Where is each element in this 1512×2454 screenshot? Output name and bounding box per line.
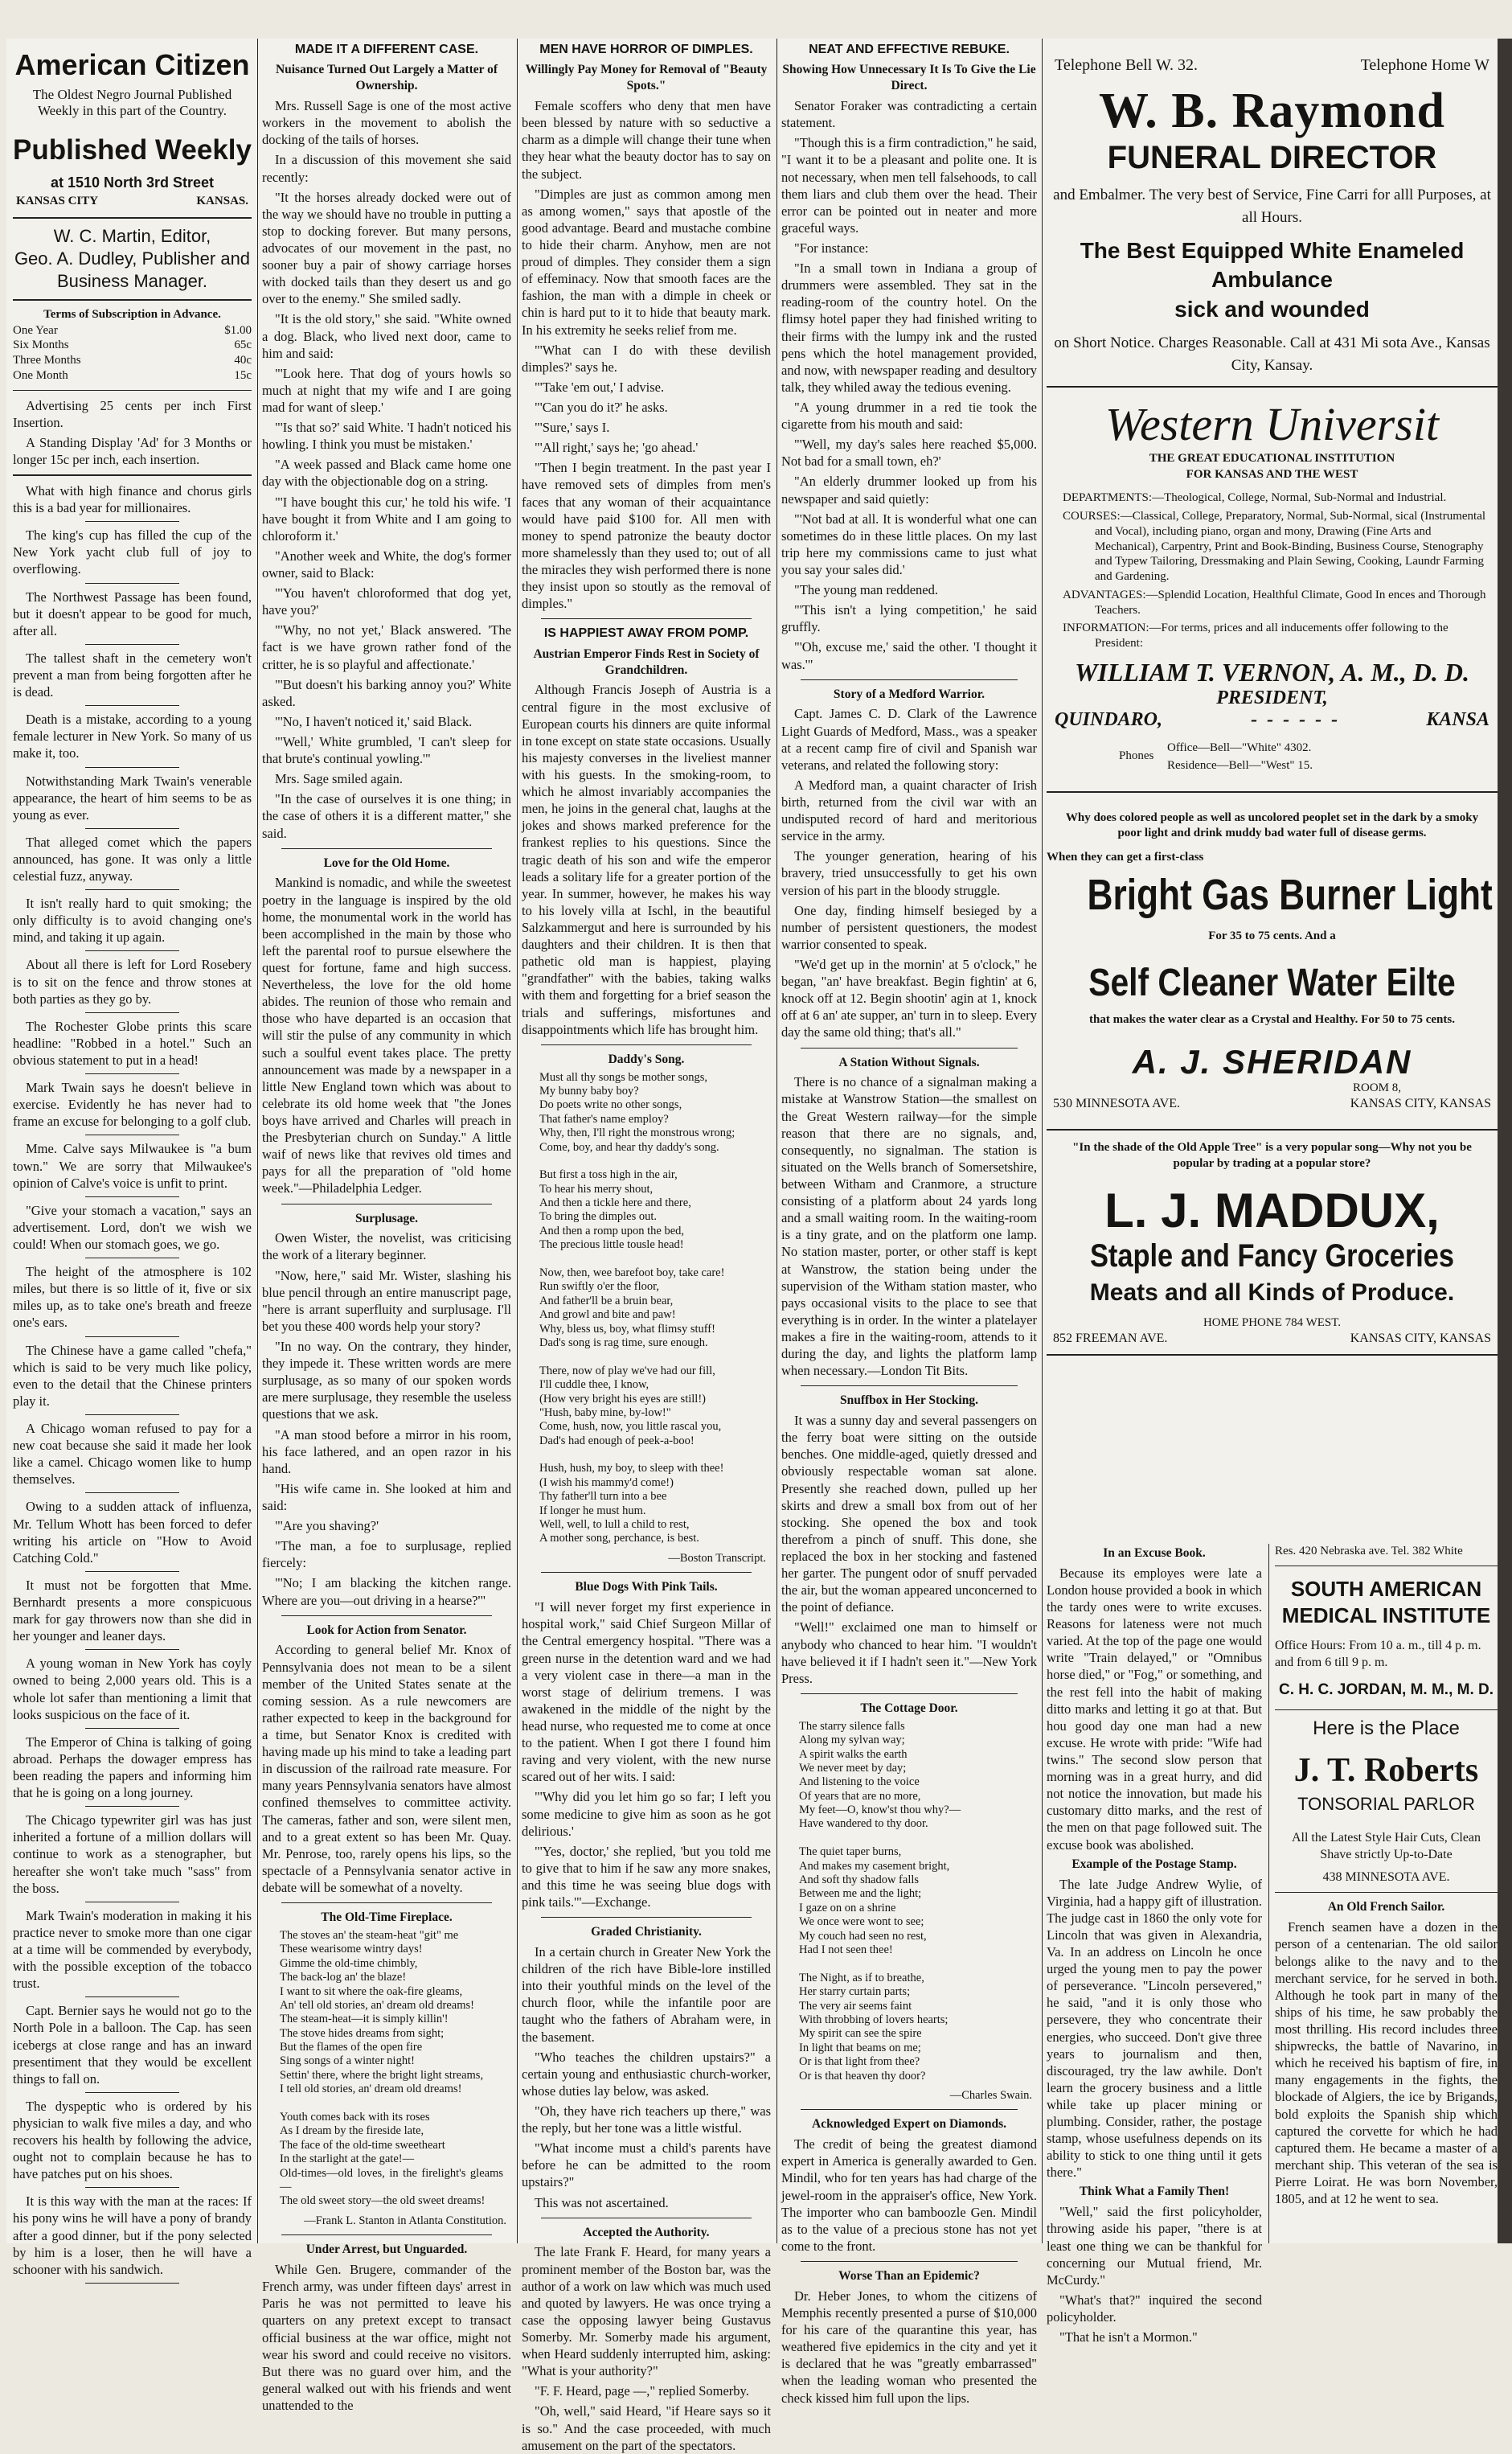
divider	[85, 1571, 179, 1572]
poem-text: Must all thy songs be mother songs, My bunny baby boy? Do poets write no other songs, That father's name employ? Why, then, I'll right the monstrous wrong; Come, boy, and hear thy daddy's song. But first a toss high in the air, To hear his merry shout, And then a tickle here and there, To bring the dimples out. And then a romp upon the bed, The precious little tousle head! Now, then, wee barefoot boy, take care! Run swiftly o'er the floor, And father'll be a bruin bear, And growl and bite and paw! Why, bless us, boy, what flimsy stuff! Dad's song is rag time, sure enough. There, now of play we've had our fill, I'll cuddle thee, I know, (How very bright his eyes are still!) "Hush, baby mine, by-low!" Come, hush, now, you little rascal you, Dad's had enough of peek-a-boo! Hush, hush, my boy, to sleep with thee! (I wish his mammy'd come!) Thy father'll turn into a bee If longer he must hum. Well, well, to lull a child to rest, A mother song, perchance, is best.	[539, 1070, 736, 1545]
sami-hours: Office Hours: From 10 a. m., till 4 p. m. and from 6 till 9 p. m.	[1275, 1639, 1481, 1669]
short-item: The height of the atmosphere is 102 miles, but there is so little of it, five or six miles up, as to take one's breath and freeze one's ears.	[13, 1264, 252, 1331]
raymond-name: W. B. Raymond	[1098, 84, 1446, 138]
divider	[85, 1196, 179, 1197]
divider	[281, 848, 492, 849]
quindaro-line: QUINDARO, - - - - - - KANSA	[1055, 708, 1489, 730]
paragraph: "'Are you shaving?'	[275, 1518, 379, 1534]
article-title: Nuisance Turned Out Largely a Matter of Ownership.	[275, 63, 498, 93]
article-title: Look for Action from Senator.	[306, 1623, 467, 1637]
paragraph: "'Can you do it?' he asks.	[535, 399, 668, 415]
short-item: Mark Twain's moderation in making it his practice never to smoke more than one cigar at a time will be commended by everybody, with the possible exception of the tobacco trust.	[13, 1907, 252, 1992]
sami-title-1: SOUTH AMERICAN	[1290, 1577, 1482, 1602]
poem-byline: —Frank L. Stanton in Atlanta Constitution.	[304, 2214, 506, 2227]
sami-res: Res. 420 Nebraska ave. Tel. 382 White	[1275, 1545, 1463, 1557]
short-item: The Emperor of China is talking of going abroad. Perhaps the dowager empress has been reading the papers and informing him that he is going on a long journey.	[13, 1734, 252, 1801]
sick-wounded: sick and wounded	[1174, 296, 1370, 322]
short-item: That alleged comet which the papers announced, has gone. It was only a little celestial fuzz, anyway.	[13, 834, 252, 884]
paragraph: "'Sure,' says I.	[535, 420, 610, 436]
short-item: "Give your stomach a vacation," says an advertisement. Lord, don't we wish we could! When our stomach goes, we go.	[13, 1202, 252, 1253]
article-body	[262, 2261, 511, 2414]
paragraph: "'Is that so?' said White. 'I hadn't noticed his howling. I think you must be mistaken.'	[262, 420, 511, 453]
short-item: What with high finance and chorus girls this is a bad year for millionaires.	[13, 482, 252, 516]
paragraph: "I will never forget my first experience in hospital work," said Chief Surgeon Millar of the Central emergency hospital. "There was a green nurse in the detention ward and we had a very violent case in there—a man in the worst stage of delirium tremens. I was awakened in the middle of the night by the head nurse, who requested me to come at once to the patient. When I got there I found him raving and very violent, with the new nurse scared out of her wits. I said:	[522, 1599, 771, 1785]
water-filter-title: Self Cleaner Water Eilte	[1088, 962, 1456, 1005]
paragraph: "'Oh, excuse me,' said the other. 'I thought it was.'"	[781, 639, 1037, 672]
masthead-title: American Citizen	[14, 48, 250, 81]
short-item: Mark Twain says he doesn't believe in exercise. Evidently he has never had to frame an excuse for belonging to a golf club.	[13, 1080, 252, 1130]
terms-list	[13, 323, 252, 384]
article-title: Austrian Emperor Finds Rest in Society of Grandchildren.	[533, 646, 760, 677]
terms-label: One Month	[13, 368, 68, 382]
divider	[1047, 791, 1498, 793]
paragraph: "For instance:	[794, 240, 869, 256]
terms-price: $1.00	[224, 323, 252, 337]
article-title: Love for the Old Home.	[323, 856, 450, 870]
divider	[281, 2234, 492, 2235]
paragraph: "A man stood before a mirror in his room, his face lathered, and an open razor in his hand.	[262, 1426, 511, 1476]
wu-phones: Phones Office—Bell—"White" 4302. Residence—Bell—"West" 15.	[1119, 741, 1313, 773]
paragraph: Although Francis Joseph of Austria is a central figure in the most exclusive of European courts his dinners are quite informal in tone except on state state occasions. Usually his majesty converses in the liveliest manner with his guests. In the smoking-room, to which he almost invariably accompanies the men, he joins in the general chat, laughs at the jokes and shows marked preference for the frankest replies to his questions. Since the tragic death of his son and wife the emperor leads a solitary life for a greater portion of the year. In summer, however, he makes his way to his lovely villa at Ischl, in the beautiful Salzkammergut and here is surrounded by his daughters and their children. It is then that pathetic old man is happiest, playing "grandfather" with the babies, taking walks with them and forgetting for a brief season the trials and sufferings, misfortunes and disappointments which life has brought him.	[522, 682, 771, 1037]
paragraph: Owen Wister, the novelist, was criticising the work of a literary beginner.	[262, 1230, 511, 1263]
terms-label: Six Months	[13, 339, 69, 352]
paragraph: While Gen. Brugere, commander of the French army, was under fifteen days' arrest in Paris he was not permitted to leave his quarters on any pretext except to transact official business at the war office, might not wear his sword and could receive no visitors. But there was no guard over him, and the general walked out with his friends and went unattended to the	[262, 2262, 511, 2413]
short-item: The king's cup has filled the cup of the New York yacht club full of joy to overflowing.	[13, 527, 252, 577]
vernon-name: WILLIAM T. VERNON, A. M., D. D.	[1074, 657, 1470, 687]
paragraph: The late Judge Andrew Wylie, of Virginia, had a happy gift of illustration. The judge cast in 1860 the only vote for Lincoln that was given in Alexandria, Va. In an address on Lincoln he once urged the young men to pay the power of perseverance. "Lincoln persevered," he said, "and it is only those who persevere, they who concentrate their energies, who succeed. Don't give three years to journalism and then, discouraged, try the law awhile. Don't learn the grocery business and a little while take up placer mining or plumbing. Consider, rather, the postage stamp, whose usefulness depends on its ability to stick to one thing until it gets there."	[1047, 1876, 1262, 2181]
short-item: It is this way with the man at the races: If his pony wins he will have a pony of brandy after a good dinner, but if the pony selected by him is a loser, then he will have a schooner with his sandwich.	[13, 2193, 252, 2277]
terms-row	[13, 368, 252, 384]
divider	[13, 390, 252, 391]
article-body	[781, 2136, 1037, 2255]
paragraph: A Medford man, a quaint character of Irish birth, returned from the civil war with an undisputed record of hard and meritorious service in the army.	[781, 777, 1037, 844]
paragraph: "Then I begin treatment. In the past year I have removed sets of dimples from men's faces that any woman of their acquaintance would have paid $100 for. All men with money to spend patronize the beauty doctor more shamelessly than they used to; out of all the miracles they wish performed there is none they insist upon so stoutly as the removal of dimples."	[522, 460, 771, 612]
article-body	[781, 97, 1037, 673]
gas-firstclass: When they can get a first-class	[1047, 850, 1204, 864]
poem-title: Daddy's Song.	[608, 1052, 685, 1066]
sheridan-room: ROOM 8,	[1352, 1081, 1401, 1095]
article-title: Willingly Pay Money for Removal of "Beauty Spots."	[525, 63, 768, 93]
sami-title-2: MEDICAL INSTITUTE	[1281, 1602, 1491, 1627]
article-body	[1047, 1565, 1262, 1853]
maddux-phone: HOME PHONE 784 WEST.	[1203, 1316, 1342, 1330]
short-item: The Chicago typewriter girl was has just inherited a fortune of a million dollars will continue to work as a stenographer, but hereafter she won't take much "sass" from the boss.	[13, 1812, 252, 1896]
divider	[85, 1073, 179, 1074]
paragraph: "In no way. On the contrary, they hinder, they impede it. These written words are mere surplusage, as so many of our spoken words are mere surplusage, they resemble the useless questions that we ask.	[262, 1339, 511, 1422]
article-title: An Old French Sailor.	[1327, 1900, 1445, 1914]
paragraph: "Though this is a firm contradiction," he said, "I want it to be a pleasant and polite one. It is not necessary, when men tell falsehoods, to call them liars and club them over the head. Their error can be pointed out in neater and more graceful ways.	[781, 135, 1037, 236]
column-rule	[1042, 39, 1043, 2243]
western-university: Western Universit	[1104, 398, 1440, 451]
article-body	[781, 2288, 1037, 2407]
paragraph: "'Why did you let him go so far; I left you some medicine to give him as soon as he got delirious.'	[522, 1789, 771, 1839]
divider	[801, 2261, 1018, 2262]
paragraph: "'No; I am blacking the kitchen range. Where are you—out driving in a hearse?'"	[262, 1575, 511, 1608]
bottom-left-column	[1047, 1544, 1262, 2345]
article-title: Example of the Postage Stamp.	[1072, 1857, 1237, 1871]
paragraph: According to general belief Mr. Knox of Pennsylvania does not mean to be a silent member of the United States senate at the coming session. As a rule newcomers are rather expected to keep in the background for a time, but Senator Knox is credited with having made up his mind to take a leading part in discussion of the railroad rate measure. For many years Pennsylvania senators have almost confined themselves to committee activity. The cameras, father and son, were silent men, and to a great extent so has been Mr. Quay. Mr. Penrose, too, rarely opens his lips, so the spectacle of a Pennsylvania senator active in debate will be somewhat of a novelty.	[262, 1642, 511, 1895]
divider	[85, 1012, 179, 1013]
paragraph: "F. F. Heard, page —," replied Somerby.	[535, 2383, 749, 2399]
terms-title: Terms of Subscription in Advance.	[43, 308, 221, 322]
editors-box: W. C. Martin, Editor, Geo. A. Dudley, Publisher and Business Manager.	[13, 217, 252, 301]
paragraph: "Oh, well," said Heard, "if Heare says so it is so." And the case proceeded, with much amusement on the part of the spectators.	[522, 2403, 771, 2453]
paragraph: Mrs. Sage smiled again.	[275, 771, 404, 787]
column-rule	[257, 39, 258, 2243]
maddux-staple: Staple and Fancy Groceries	[1089, 1238, 1455, 1274]
paragraph: "A young drummer in a red tie took the cigarette from his mouth and said:	[781, 399, 1037, 433]
paragraph: It was a sunny day and several passengers on the ferry boat were sitting on the outside benches. One middle-aged, quietly dressed and obviously respectable woman sat alone. Presently she reached down, pulled up her skirts and drew a small box from out of her stocking. She opened the box and took therefrom a pinch of snuff. This done, she replaced the box in her stocking and fastened her garter. The pungent odor of snuff pervaded the air, but the woman appeared unconcerned to the point of defiance.	[781, 1413, 1037, 1615]
divider	[1047, 1129, 1498, 1131]
water-filter-text: that makes the water clear as a Crystal and Healthy. For 50 to 75 cents.	[1089, 1013, 1455, 1027]
paragraph: "It is the old story," she said. "White owned a dog. Black, who lived next door, came to him and said:	[262, 311, 511, 361]
article-body	[522, 97, 771, 612]
paragraph: There is no chance of a signalman making a mistake at Wanstrow Station—the smallest on the Great Western railway—for the simple reason that there are no signals, and, consequently, no signalman. The station is situated on the Wells branch of Somersetshire, between Witham and Cranmore, a structure consisting of a platform about 24 yards long and a small waiting room. In the waiting-room is a tiny grate, and on the platform one lamp. No station master, porter, or other staff is kept at Wanstrow, the station being under the supervision of the Witham station master, who pays occasional visits to the place to see that everything is in order. In the winter a platelayer makes a fire in the waiting-room, attends to it during the day, and lights the platform lamp when necessary.—London Tit Bits.	[781, 1074, 1037, 1379]
paragraph: The younger generation, hearing of his bravery, tried unsuccessfully to get his own version of his part in the bloody struggle.	[781, 848, 1037, 898]
roberts-address: 438 MINNESOTA AVE.	[1322, 1870, 1450, 1884]
divider	[541, 1044, 752, 1045]
maddux-meats: Meats and all Kinds of Produce.	[1089, 1279, 1455, 1307]
terms-row	[13, 323, 252, 339]
article-body	[262, 97, 511, 841]
paragraph: "In a small town in Indiana a group of drummers were assembled. They sat in the reading-room of the country hotel. On the flimsy hotel paper they had finished writing to their firms with the lumpy ink and the rusted pens which the hotel management provided, and now, with newspaper reading and desultory talk, they whiled away the tedious evening.	[781, 261, 1037, 395]
paragraph: "That he isn't a Mormon."	[1059, 2329, 1198, 2345]
article-header: MADE IT A DIFFERENT CASE.	[294, 43, 479, 56]
paragraph: One day, finding himself besieged by a number of persistent questioners, the modest warrior consented to speak.	[781, 902, 1037, 952]
terms-label: Three Months	[13, 354, 81, 367]
divider	[85, 2187, 179, 2188]
paragraph: "An elderly drummer looked up from his newspaper and said quietly:	[781, 474, 1037, 507]
terms-price: 65c	[234, 339, 252, 352]
published-weekly: Published Weekly	[13, 133, 252, 166]
divider	[85, 1649, 179, 1650]
maddux-slogan: "In the shade of the Old Apple Tree" is a very popular song—Why not you be popular by trading at a popular store?	[1072, 1141, 1472, 1170]
sheridan-address: 530 MINNESOTA AVE. KANSAS CITY, KANSAS	[1053, 1097, 1491, 1111]
article-title: Blue Dogs With Pink Tails.	[575, 1580, 718, 1594]
paragraph: "His wife came in. She looked at him and said:	[262, 1480, 511, 1513]
poem-byline: —Boston Transcript.	[668, 1551, 766, 1565]
article-body	[1275, 1918, 1498, 2207]
divider	[85, 1728, 179, 1729]
poem-title: The Old-Time Fireplace.	[321, 1910, 453, 1925]
divider	[85, 1414, 179, 1415]
roberts-name: J. T. Roberts	[1293, 1752, 1479, 1790]
president-label: PRESIDENT,	[1216, 687, 1328, 708]
paragraph: "Another week and White, the dog's former owner, said to Black:	[262, 548, 511, 581]
divider	[85, 950, 179, 951]
short-item: The tallest shaft in the cemetery won't prevent a man from being forgotten after he is dead.	[13, 650, 252, 700]
terms-price: 40c	[234, 354, 252, 367]
column-4	[781, 39, 1037, 2406]
short-item: Death is a mistake, according to a young female lecturer in New York. So many of us make it, too.	[13, 712, 252, 761]
article-title: Worse Than an Epidemic?	[838, 2269, 980, 2284]
paragraph: This was not ascertained.	[535, 2194, 669, 2210]
terms-row	[13, 338, 252, 353]
gas-burner-title: Bright Gas Burner Light	[1087, 871, 1493, 920]
divider	[13, 474, 252, 476]
paragraph: "'Take 'em out,' I advise.	[535, 379, 665, 395]
paragraph: "'Well, my day's sales here reached $5,000. Not bad for a small town, eh?'	[781, 437, 1037, 470]
article-title: Acknowledged Expert on Diamonds.	[812, 2117, 1006, 2132]
paragraph: Dr. Heber Jones, to whom the citizens of Memphis recently presented a purse of $10,000 for his care of the quarantine this year, has weathered five epidemics in the city and yet it is declared that he was "greatly embarrassed" when the leading woman who presented the check kissed him full upon the lips.	[781, 2288, 1037, 2406]
paragraph: "'Not bad at all. It is wonderful what one can sometimes do in these little places. On my last trip here my commissions came to just what you say your sales did.'	[781, 511, 1037, 577]
paragraph: "It the horses already docked were out of the way we should have no trouble in putting a stop to docking forever. But many persons, advocates of our movement in the past, no sooner buy a pair of showy carriage horses with docked tails than they desert us and go over to the enemy." She smiled sadly.	[262, 189, 511, 307]
article-title: Story of a Medford Warrior.	[833, 687, 985, 701]
article-body	[522, 1943, 771, 2211]
bottom-right-column	[1275, 1544, 1498, 2243]
article-body	[262, 1229, 511, 1608]
article-title: Graded Christianity.	[591, 1925, 702, 1939]
paragraph: "The man, a foe to surplusage, replied fiercely:	[262, 1538, 511, 1571]
raymond-notice: on Short Notice. Charges Reasonable. Call at 431 Mi sota Ave., Kansas City, Kansay.	[1054, 334, 1490, 374]
divider	[801, 679, 1018, 680]
short-item: Notwithstanding Mark Twain's venerable appearance, the heart of him seems to be as young as ever.	[13, 773, 252, 823]
paragraph: The late Frank F. Heard, for many years a prominent member of the Boston bar, was the author of a work on law which was much used and quoted by lawyers. He was once trying a case the opposing lawyer being Gustavus Somerby. Mr. Somerby made his argument, when Heard suddenly interrupted him, asking: "What is your authority?"	[522, 2244, 771, 2379]
divider	[85, 583, 179, 584]
short-item: The Northwest Passage has been found, but it doesn't appear to be good for much, after all.	[13, 589, 252, 638]
masthead-tagline: The Oldest Negro Journal Published Weekly in this part of the Country.	[32, 87, 232, 119]
article-title: Accepted the Authority.	[583, 2225, 710, 2239]
short-item: It must not be forgotten that Mme. Bernhardt presents a more conspicuous mark for gay throwers now than she did in her younger and leaner days.	[13, 1577, 252, 1644]
standing-rate: A Standing Display 'Ad' for 3 Months or longer 15c per inch, each insertion.	[13, 434, 252, 467]
newspaper-page	[6, 39, 1498, 2453]
paragraph: In a discussion of this movement she said recently:	[262, 152, 511, 185]
masthead-address: at 1510 North 3rd Street	[50, 174, 215, 191]
column-2	[262, 39, 511, 2413]
article-body	[781, 705, 1037, 1040]
article-title: In an Excuse Book.	[1103, 1546, 1206, 1560]
article-body	[522, 681, 771, 1037]
divider	[1275, 1709, 1498, 1710]
divider	[85, 521, 179, 522]
paragraph: In a certain church in Greater New York the children of the rich have Bible-lore instilled into their youthful minds on the level of the church floor, while the infantile poor are taught who the fathers of Abraham were, in the basement.	[522, 1944, 771, 2045]
paragraph: "'But doesn't his barking annoy you?' White asked.	[262, 676, 511, 709]
short-item: The Rochester Globe prints this scare headline: "Robbed in a hotel." Such an obvious statement to put in a head!	[13, 1018, 252, 1069]
paragraph-list	[13, 482, 252, 2284]
paragraph: "What income must a child's parents have before he can be admitted to the room upstairs?"	[522, 2140, 771, 2190]
divider	[541, 1572, 752, 1573]
article-body	[262, 1641, 511, 1896]
paragraph: "'Why, no not yet,' Black answered. 'The fact is we have grown rather fond of the critter, he is so playful and affectionate.'	[262, 622, 511, 672]
paragraph: "'No, I haven't noticed it,' said Black.	[275, 713, 473, 729]
ambulance-line: The Best Equipped White Enameled Ambulance	[1080, 238, 1465, 293]
divider	[85, 2283, 179, 2284]
divider	[281, 1615, 492, 1616]
paragraph: "What's that?" inquired the second policyholder.	[1047, 2292, 1262, 2325]
gas-question: Why does colored people as well as uncolored peoplet set in the dark by a smoky poor light and drink muddy bad water full of disease germs.	[1065, 810, 1479, 840]
page-edge	[1498, 39, 1512, 2243]
tonsorial-parlor: TONSORIAL PARLOR	[1297, 1793, 1475, 1814]
column-rule	[776, 39, 777, 2243]
divider	[801, 1693, 1018, 1694]
paragraph: Because its employes were late a London house provided a book in which the tardy ones were to write excuses. Reasons for lateness were not much varied. At the top of the page one would write "Train delayed," or "Omnibus horse died," or "Fog," or something, and the rest fell into the habit of making ditto marks and letting it go at that. But hou good day one man had a new excuse. He wrote with pride: "Wife had twins." The second slow person that morning was in a great hurry, and did not notice the innovation, but made his customary ditto marks, and the rest of the men on that page followed suit. The excuse book was abolished.	[1047, 1565, 1262, 1853]
article-title: Showing How Unnecessary It Is To Give the Lie Direct.	[782, 63, 1036, 93]
short-item: A young woman in New York has coyly owned to being 2,000 years old. This is a whole lot safer than mentioning a limit that looks suspicious on the face of it.	[13, 1656, 252, 1722]
article-body	[1047, 1876, 1262, 2181]
paragraph: "'I have bought this cur,' he told his wife. 'I have bought it from White and I am going to chloroform it.'	[262, 494, 511, 544]
paragraph: "'This isn't a lying competition,' he said gruffly.	[781, 602, 1037, 635]
article-title: Snuffbox in Her Stocking.	[840, 1393, 978, 1408]
article-body	[1047, 2203, 1262, 2345]
divider	[85, 1492, 179, 1493]
roberts-styles: All the Latest Style Hair Cuts, Clean Shave strictly Up-to-Date	[1291, 1831, 1481, 1861]
article-body	[781, 1412, 1037, 1687]
divider	[281, 1902, 492, 1903]
short-item: Owing to a sudden attack of influenza, Mr. Tellum Whott has been forced to defer writing his article on "How to Avoid Catching Cold."	[13, 1499, 252, 1566]
short-item: It isn't really hard to quit smoking; the only difficulty is to avoid changing one's mind, and taking it up again.	[13, 896, 252, 946]
paragraph: Mrs. Russell Sage is one of the most active workers in the movement to abolish the docking of the tails of horses.	[262, 98, 511, 148]
wu-details: DEPARTMENTS:—Theological, College, Normal, Sub-Normal and Industrial. COURSES:—Classical, College, Preparatory, Normal, Sub-Normal, sical (Instrumental and Vocal), including piano, organ and mony, Drawing (Fine Arts and Mechanical), Carpentry, Print and Book-Binding, Business Course, Stenography and Typew Tailoring, Dressmaking and Plain Sewing, Cooking, Laundr Farming and Gardening. ADVANTAGES:—Splendid Location, Healthful Climate, Good In ences and Thorough Teachers. INFORMATION:—For terms, prices and all inducements offer following to the President:	[1063, 491, 1486, 650]
embalmer-text: and Embalmer. The very best of Service, Fine Carri for alll Purposes, at all Hours.	[1053, 187, 1491, 226]
poem-title: The Cottage Door.	[860, 1701, 958, 1715]
poem-text: The stoves an' the steam-heat "git" me These wearisome wintry days! Gimme the old-time chimbly, The back-log an' the blaze! I want to sit where the oak-fire gleams, An' tell old stories, an' dream old dreams! The steam-heat—it is simply killin'! The stove hides dreams from sight; But the flames of the open fire Sing songs of a winter night! Settin' there, where the bright light streams, I tell old stories, an' dream old dreams! Youth comes back with its roses As I dream by the fireside late, The face of the old-time sweetheart In the starlight at the gate!— Old-times—old loves, in the firelight's gleams— The old sweet story—the old sweet dreams!	[280, 1928, 503, 2208]
article-body	[522, 2243, 771, 2453]
paragraph: "The young man reddened.	[794, 582, 939, 598]
divider	[85, 889, 179, 890]
divider	[1275, 1892, 1498, 1893]
paragraph: "'What can I do with these devilish dimples?' says he.	[522, 342, 771, 375]
sheridan-name: A. J. SHERIDAN	[1132, 1043, 1412, 1081]
terms-price: 15c	[234, 368, 252, 382]
masthead-city: KANSAS CITY KANSAS.	[16, 194, 248, 207]
divider	[85, 1336, 179, 1337]
column-1	[13, 39, 252, 2277]
terms-label: One Year	[13, 323, 58, 337]
short-item: Mme. Calve says Milwaukee is "a bum town." We are sorry that Milwaukee's opinion of Calve's voice is unfit to print.	[13, 1141, 252, 1191]
short-item: The Chinese have a game called "chefa," which is said to be very much like policy, even to the detail that the Chinese printers play it.	[13, 1342, 252, 1409]
paragraph: "We'd get up in the mornin' at 5 o'clock," he began, "an' have breakfast. Begin fightin' at 6, knock off at 12. Begin shootin' agin at 1, knock off at 6 an' ate supper, an' turn in to sleep. Every day the same old thing; that's all."	[781, 956, 1037, 1040]
article-header: IS HAPPIEST AWAY FROM POMP.	[543, 626, 749, 641]
divider	[541, 1917, 752, 1918]
wu-subtitle-2: FOR KANSAS AND THE WEST	[1186, 467, 1358, 481]
divider	[85, 705, 179, 706]
paragraph: "'All right,' says he; 'go ahead.'	[535, 440, 699, 456]
roberts-here: Here is the Place	[1313, 1717, 1460, 1740]
paragraph: "Oh, they have rich teachers up there," was the reply, but her tone was a little wistful.	[522, 2103, 771, 2136]
divider	[85, 1996, 179, 1997]
divider	[85, 644, 179, 645]
paragraph: "'Well,' White grumbled, 'I can't sleep for that brute's continual yowling.'"	[262, 733, 511, 767]
article-title: Under Arrest, but Unguarded.	[305, 2243, 468, 2257]
column-3	[522, 39, 771, 2453]
divider	[85, 2092, 179, 2093]
poem-text: The starry silence falls Along my sylvan way; A spirit walks the earth We never meet by day; And listening to the voice Of years that are no more, My feet—O, know'st thou why?— Have wandered to thy door. The quiet taper burns, And makes my casement bright, And soft thy shadow falls Between me and the light; I gaze on on a shrine We once were wont to see; My couch had seen no rest, Had I not seen thee! The Night, as if to breathe, Her starry curtain parts; The very air seems faint With throbbing of lovers hearts; My spirit can see the spire In light that beams on me; Or is that light from thee? Or is that heaven thy door?	[799, 1719, 961, 2083]
divider	[541, 618, 752, 619]
maddux-address: 852 FREEMAN AVE. KANSAS CITY, KANSAS	[1053, 1332, 1491, 1346]
article-title: A Station Without Signals.	[838, 1055, 980, 1069]
paragraph: "'Yes, doctor,' she replied, 'but you told me to give that to him if he saw any more snakes, and this time he was seeing blue dogs with pink tails.'"—Exchange.	[522, 1843, 771, 1910]
terms-row	[13, 353, 252, 368]
article-body	[522, 1598, 771, 1910]
paragraph: "A week passed and Black came home one day with the objectionable dog on a string.	[262, 457, 511, 490]
divider	[85, 828, 179, 829]
gas-price: For 35 to 75 cents. And a	[1208, 929, 1336, 943]
divider	[801, 1385, 1018, 1386]
raymond-phones: Telephone Bell W. 32. Telephone Home W	[1055, 56, 1489, 74]
paragraph: "Well!" exclaimed one man to himself or anybody who chanced to hear him. "I wouldn't have believed it if I hadn't seen it."—New York Press.	[781, 1619, 1037, 1686]
paragraph: "Now, here," said Mr. Wister, slashing his blue pencil through an entire manuscript page, "here is arrant superfluity and surplusage. I'll bet you these 400 words help your story?	[262, 1267, 511, 1334]
paragraph: "Who teaches the children upstairs?" a certain young and enthusiastic church-worker, whose duties lay below, was asked.	[522, 2049, 771, 2099]
paragraph: Senator Foraker was contradicting a certain statement.	[781, 98, 1037, 131]
paragraph: Mankind is nomadic, and while the sweetest poetry in the language is inspired by the old home, the monumental work in the world has been accomplished in the main by those who left the parental roof to pursue elsewhere the quest for fortune, fame and high success. Nevertheless, the love for the old home abides. The reunion of those who remain and those who have departed is an occasion that will stir the pulse of any community in which such a soulful event takes place. The pretty announcement was made by a newspaper in a little New England town which was about to celebrate its old home week that "the Jones boys have arrived and Charles will preach in the Presbyterian church on Sunday." A little waif of news like that revives old times and pays for all the preparation of "old home week."—Philadelphia Ledger.	[262, 875, 511, 1196]
divider	[85, 767, 179, 768]
article-header: MEN HAVE HORROR OF DIMPLES.	[539, 43, 753, 56]
paragraph: "'You haven't chloroformed that dog yet, have you?'	[262, 585, 511, 618]
article-title: Surplusage.	[355, 1211, 418, 1225]
funeral-director: FUNERAL DIRECTOR	[1107, 140, 1437, 175]
poem-byline: —Charles Swain.	[949, 2088, 1032, 2102]
paragraph: Female scoffers who deny that men have been blessed by nature with so seductive a charm as a dimple will change their tune when they hear what the beauty doctor has to say on the subject.	[522, 98, 771, 182]
advertising-rate: Advertising 25 cents per inch First Insertion.	[13, 397, 252, 430]
divider	[801, 2109, 1018, 2110]
article-header: NEAT AND EFFECTIVE REBUKE.	[809, 43, 1010, 56]
paragraph: "In the case of ourselves it is one thing; in the case of others it is a different matter," she said.	[262, 791, 511, 841]
paragraph: "Dimples are just as common among men as among women," says that apostle of the good advantage. Beard and mustache combine to hide their charm. Anyhow, men are not proud of dimples. They consider them a sign of effeminacy. Now that smooth faces are the fashion, the man with a dimple in cheek or chin is hard put to it to hide that beauty mark. In his extremity he seeks relief from me.	[522, 186, 771, 338]
paragraph: French seamen have a dozen in the person of a centenarian. The old sailor belongs alike to the navy and to the merchant service, for he served in both. Although he took part in many of the ships of his time, he saw probably the most thrilling. His record includes three shipwrecks, the battle of Navarino, in which he received his baptism of fire, in many engagements in the fights, the blockade of Algiers, the ice by Brigands, bold exploits the Spanish ship which captured the corvette for which he had captured them. He became a master of a merchant ship. This veteran of the sea is Pierre Loirat. He was born November, 1805, and at 12 he went to sea.	[1275, 1919, 1498, 2207]
short-item: The dyspeptic who is ordered by his physician to walk five miles a day, and who recovers his health by following the advice, ought not to complain because he has to have patches put on his shoes.	[13, 2098, 252, 2182]
divider	[1047, 386, 1498, 388]
short-item: A Chicago woman refused to pay for a new coat because she said it made her look like a camel. Chicago women like to hump themselves.	[13, 1421, 252, 1488]
paragraph: The credit of being the greatest diamond expert in America is generally awarded to Gen. Mindil, who for ten years has had charge of the jewel-room in the appraiser's office, New York. The importer who can bamboozle Gen. Mindil as to the value of a precious stone has not yet come to the front.	[781, 2136, 1037, 2254]
article-body	[262, 874, 511, 1196]
advertisements-area	[1047, 39, 1498, 2345]
column-rule	[517, 39, 518, 2243]
divider	[85, 1806, 179, 1807]
paragraph: Capt. James C. D. Clark of the Lawrence Light Guards of Medford, Mass., was a speaker at a recent camp fire of civil and Spanish war veterans, and related the following story:	[781, 706, 1037, 773]
column-rule	[1268, 1544, 1269, 2243]
paragraph: "'Look here. That dog of yours howls so much at night that my wife and I are going mad for want of sleep.'	[262, 365, 511, 415]
article-title: Think What a Family Then!	[1079, 2185, 1230, 2199]
short-item: Capt. Bernier says he would not go to the North Pole in a balloon. The Cap. has seen icebergs at close range and has an inward presentiment that they would be excellent things to fall on.	[13, 2003, 252, 2087]
wu-subtitle: THE GREAT EDUCATIONAL INSTITUTION	[1149, 452, 1395, 466]
sami-doctor: C. H. C. JORDAN, M. M., M. D.	[1278, 1681, 1494, 1699]
short-item: About all there is left for Lord Rosebery is to sit on the fence and throw stones at both parties as they go by.	[13, 957, 252, 1007]
maddux-name: L. J. MADDUX,	[1104, 1184, 1440, 1238]
divider	[1047, 1354, 1498, 1356]
paragraph: "Well," said the first policyholder, throwing aside his paper, "there is at least one thing we can be thankful for concerning our Mutual friend, Mr. McCurdy."	[1047, 2204, 1262, 2288]
article-body	[781, 1073, 1037, 1379]
